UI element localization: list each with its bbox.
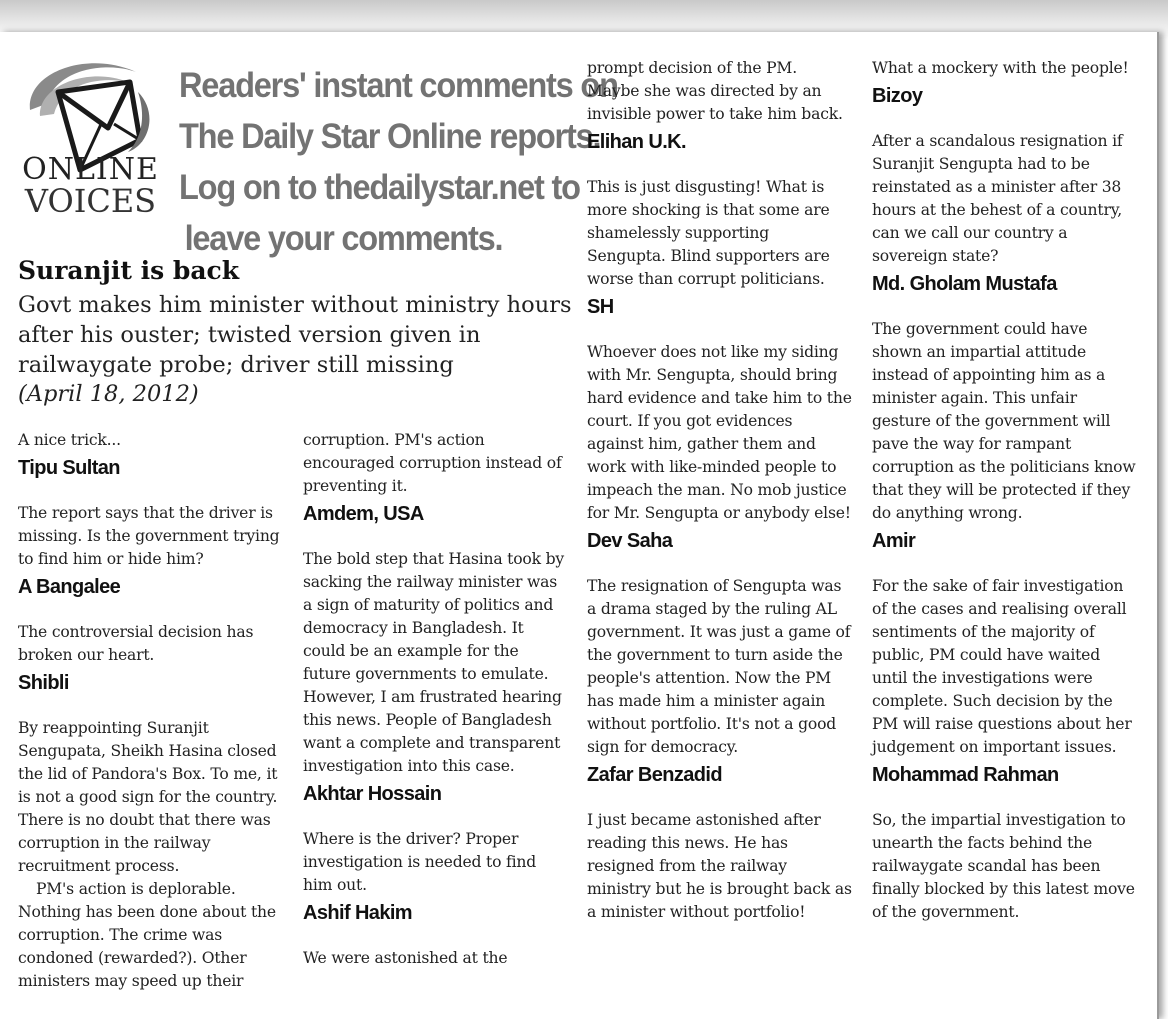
comment-text: Whoever does not like my siding with Mr. Sengupta, should bring hard evidence and take him to the court. If you got evidences against him, gather them and work with like-minded people to impeach the man. No mob justice for Mr. Sengupta or anybody else!: [587, 343, 852, 522]
comment-text: For the sake of fair investigation of the cases and realising overall sentiments of the majority of public, PM could have waited until the investigations were complete. Such decision by the PM will raise questions about her judgement on important issues.: [872, 577, 1132, 756]
comment-text: The report says that the driver is missing. Is the government trying to find him or hide him?: [18, 504, 280, 568]
comment-text: We were astonished at the: [303, 949, 508, 967]
comment-column-1: [18, 429, 280, 993]
comment-text: The government could have shown an impartial attitude instead of appointing him as a minister again. This unfair gesture of the government will pave the way for rampant corruption as the politicians know that they will be protected if they do anything wrong.: [872, 320, 1136, 522]
commenter-name: Amdem, USA: [303, 503, 424, 525]
comment-text: So, the impartial investigation to unearth the facts behind the railwaygate scandal has been finally blocked by this latest move of the government.: [872, 811, 1135, 921]
comment-column-4: [872, 57, 1140, 924]
commenter-name: A Bangalee: [18, 576, 121, 598]
commenter-name: Dev Saha: [587, 530, 673, 552]
tagline-line: Log on to thedailystar.net to: [179, 168, 580, 207]
article-title: Suranjit is back: [18, 256, 240, 285]
commenter-name: Mohammad Rahman: [872, 764, 1059, 786]
commenter-name: Tipu Sultan: [18, 457, 120, 479]
comment-text: The controversial decision has broken our heart.: [18, 623, 254, 664]
tagline-line: Readers' instant comments on: [179, 66, 618, 105]
logo-online-text: ONLINE: [22, 152, 159, 187]
comment-text: This is just disgusting! What is more shocking is that some are shamelessly supporting Sengupta. Blind supporters are worse than corrupt politicians.: [587, 178, 830, 288]
commenter-name: Md. Gholam Mustafa: [872, 273, 1057, 295]
commenter-name: Shibli: [18, 672, 69, 694]
comment-text: A nice trick...: [18, 431, 121, 449]
comment-text: corruption. PM's action encouraged corruption instead of preventing it.: [303, 431, 562, 495]
commenter-name: SH: [587, 296, 614, 318]
article-subtitle: Govt makes him minister without ministry hours after his ouster; twisted version given in railwaygate probe; driver still missing: [18, 292, 572, 378]
comment-text: The bold step that Hasina took by sacking the railway minister was a sign of maturity of politics and democracy in Bangladesh. It could be an example for the future governments to emulate. However, I am frustrated hearing this news. People of Bangladesh want a complete and transparent investigation into this case.: [303, 550, 565, 775]
commenter-name: Zafar Benzadid: [587, 764, 722, 786]
article-date: (April 18, 2012): [18, 381, 199, 407]
tagline-line: The Daily Star Online reports.: [179, 117, 601, 156]
tagline: [179, 60, 618, 264]
comment-text: After a scandalous resignation if Suranjit Sengupta had to be reinstated as a minister after 38 hours at the behest of a country, can we call our country a sovereign state?: [872, 132, 1123, 265]
comment-text: I just became astonished after reading this news. He has resigned from the railway ministry but he is brought back as a minister without portfolio!: [587, 811, 852, 921]
comment-text: By reappointing Suranjit Sengupata, Sheikh Hasina closed the lid of Pandora's Box. To me, it is not a good sign for the country. There is no doubt that there was corruption in the railway recruitment process.: [18, 719, 278, 875]
comment-column-2: [303, 429, 567, 970]
commenter-name: Elihan U.K.: [587, 131, 686, 153]
comment-text: prompt decision of the PM. Maybe she was directed by an invisible power to take him back.: [587, 59, 843, 123]
commenter-name: Bizoy: [872, 85, 923, 107]
commenter-name: Ashif Hakim: [303, 902, 412, 924]
commenter-name: Amir: [872, 530, 916, 552]
comment-text: The resignation of Sengupta was a drama staged by the ruling AL government. It was just a game of the government to turn aside the people's attention. Now the PM has made him a minister again without portfolio. It's not a good sign for democracy.: [587, 577, 851, 756]
comment-text: PM's action is deplorable. Nothing has been done about the corruption. The crime was condoned (rewarded?). Other ministers may speed up their: [18, 880, 276, 990]
logo-voices-text: VOICES: [24, 182, 157, 220]
comment-text: What a mockery with the people!: [872, 59, 1129, 77]
comment-text: Where is the driver? Proper investigation is needed to find him out.: [303, 830, 537, 894]
commenter-name: Akhtar Hossain: [303, 783, 442, 805]
comment-column-3: [587, 57, 852, 924]
tagline-line: leave your comments.: [184, 219, 503, 258]
